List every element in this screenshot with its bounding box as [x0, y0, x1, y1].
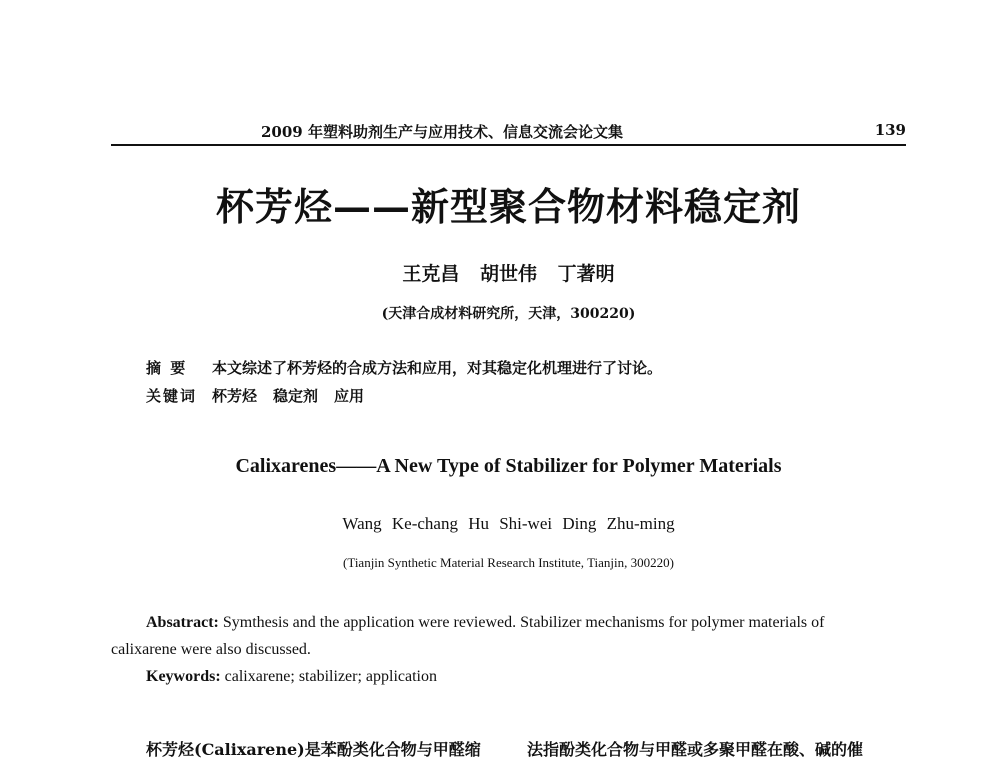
chinese-abstract — [146, 357, 662, 378]
english-abstract — [111, 609, 906, 663]
english-abstract-label: Absatract: — [146, 614, 219, 631]
english-abstract-line-1 — [111, 609, 906, 636]
chinese-authors: 王克昌 胡世伟 丁著明 — [402, 263, 615, 285]
english-keywords-text: calixarene; stabilizer; application — [224, 668, 437, 685]
body-left-column-line: 杯芳烃(Calixarene)是苯酚类化合物与甲醛缩 — [146, 740, 481, 759]
english-abstract-line-2: calixarene were also discussed. — [111, 641, 311, 658]
english-abstract-text: Symthesis and the application were reviewed. Stabilizer mechanisms for polymer materials of — [222, 614, 825, 631]
english-keywords-label: Keywords: — [146, 668, 221, 685]
body-right-column-line: 法指酚类化合物与甲醛或多聚甲醛在酸、碱的催 — [527, 740, 864, 759]
chinese-affiliation: (天津合成材料研究所，天津，300220) — [381, 306, 636, 322]
english-title: Calixarenes——A New Type of Stabilizer for Polymer Materials — [235, 455, 782, 477]
running-header — [111, 121, 906, 141]
chinese-keyword: 应用 — [334, 387, 365, 405]
chinese-abstract-label: 摘 要 — [146, 359, 188, 377]
chinese-keyword: 稳定剂 — [273, 387, 319, 405]
chinese-abstract-text: 本文综述了杯芳烃的合成方法和应用，对其稳定化机理进行了讨论。 — [212, 359, 663, 377]
chinese-title: 杯芳烃——新型聚合物材料稳定剂 — [215, 184, 801, 229]
chinese-keywords-label: 关键词 — [146, 387, 198, 405]
running-title: 2009 年塑料助剂生产与应用技术、信息交流会论文集 — [261, 123, 623, 141]
english-keywords — [146, 668, 437, 686]
header-rule — [111, 144, 906, 146]
page-number: 139 — [874, 121, 906, 139]
chinese-keywords — [146, 385, 380, 406]
chinese-keyword: 杯芳烃 — [212, 387, 258, 405]
english-authors: Wang Ke-chang Hu Shi-wei Ding Zhu-ming — [342, 514, 675, 533]
english-affiliation: (Tianjin Synthetic Material Research Institute, Tianjin, 300220) — [343, 555, 674, 570]
